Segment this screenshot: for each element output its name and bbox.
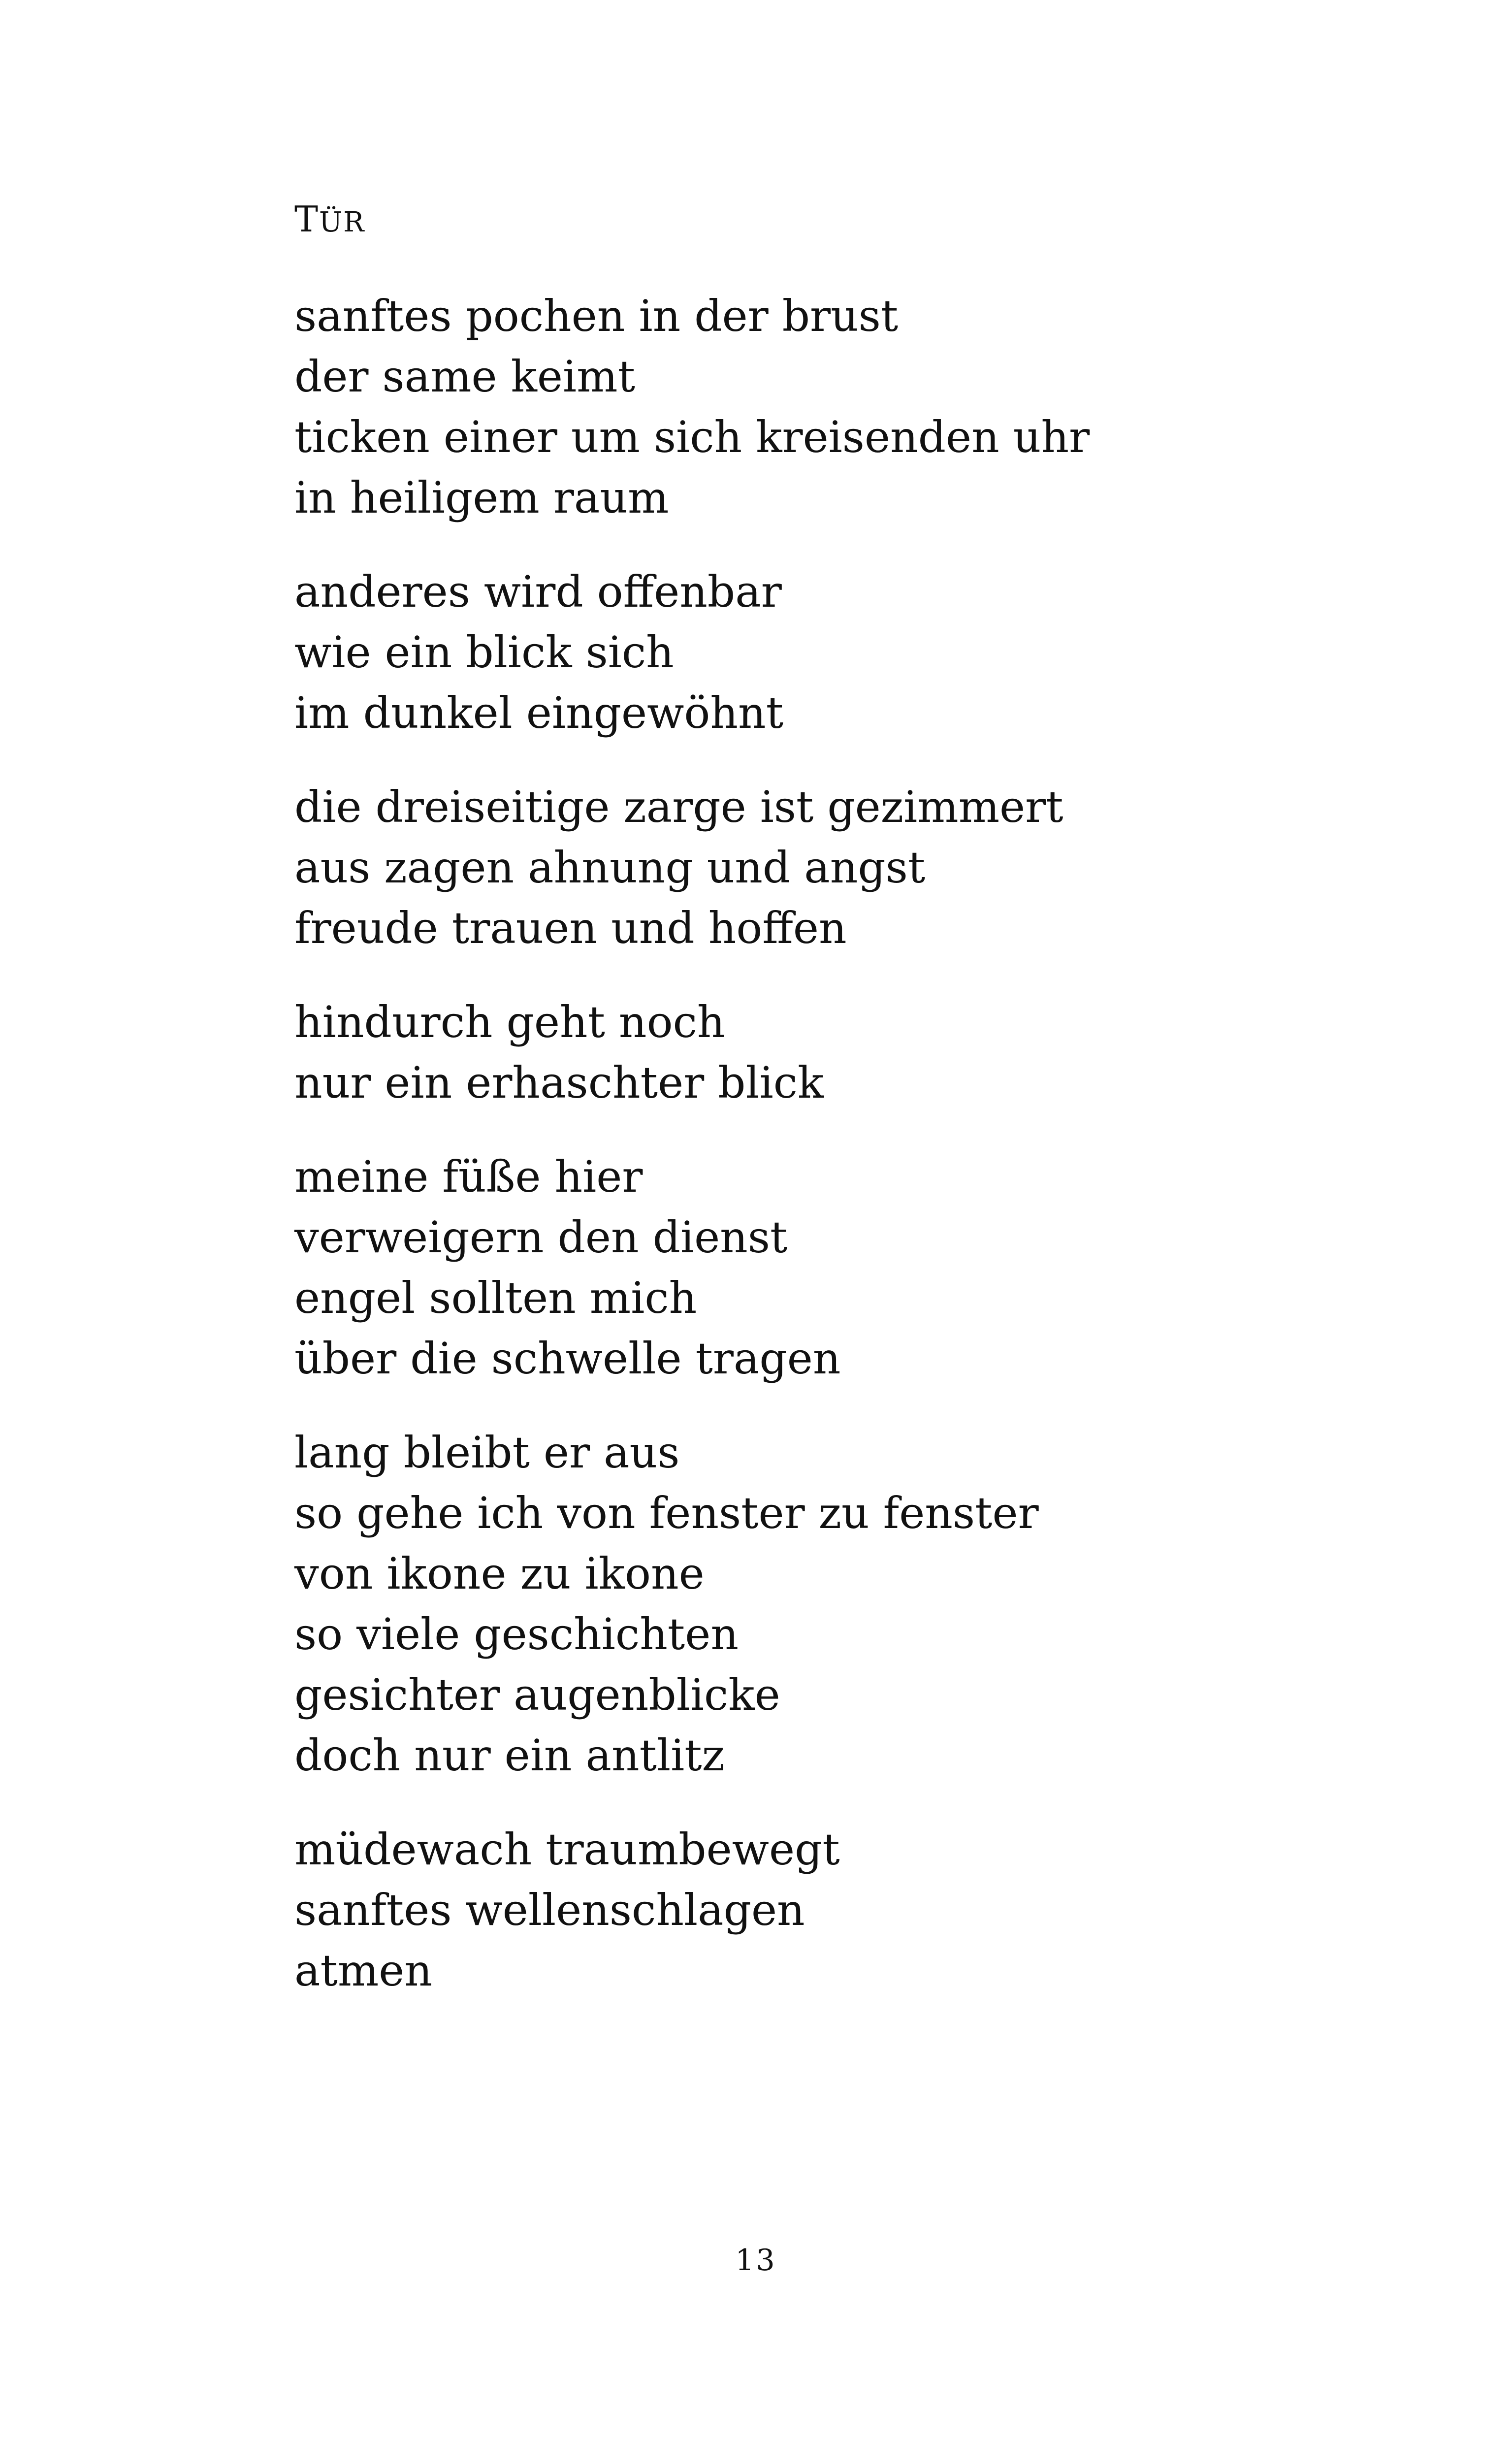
stanza: [294, 1819, 1378, 2001]
poem-line: in heiligem raum: [294, 472, 669, 523]
stanza: [294, 777, 1378, 958]
stanza: [294, 992, 1378, 1113]
poem-line: atmen: [294, 1945, 433, 1996]
poem-line: lang bleibt er aus: [294, 1427, 680, 1478]
page-number: 13: [735, 2243, 777, 2278]
poem-line: nur ein erhaschter blick: [294, 1057, 824, 1108]
poem-title-rest: ÜR: [319, 206, 365, 238]
poem-line: doch nur ein antlitz: [294, 1730, 725, 1781]
poem-line: engel sollten mich: [294, 1272, 697, 1323]
stanza: [294, 286, 1378, 528]
poem-line: aus zagen ahnung und angst: [294, 842, 926, 893]
poem-line: so gehe ich von fenster zu fenster: [294, 1488, 1039, 1538]
poem-line: wie ein blick sich: [294, 627, 674, 678]
stanza: [294, 1422, 1378, 1786]
poem-line: sanftes wellenschlagen: [294, 1885, 805, 1935]
poem-line: so viele geschichten: [294, 1609, 739, 1660]
poem-line: anderes wird offenbar: [294, 566, 782, 617]
poem-title-initial: T: [294, 198, 320, 240]
poem-line: die dreiseitige zarge ist gezimmert: [294, 782, 1063, 832]
poem-line: ticken einer um sich kreisenden uhr: [294, 412, 1090, 462]
poem-line: hindurch geht noch: [294, 997, 725, 1047]
poem-line: freude trauen und hoffen: [294, 903, 847, 953]
poem-line: meine füße hier: [294, 1151, 643, 1202]
poem-line: von ikone zu ikone: [294, 1548, 705, 1599]
poem-body: [294, 286, 1378, 2034]
stanza: [294, 561, 1378, 743]
poem-line: gesichter augenblicke: [294, 1669, 780, 1720]
poem-line: im dunkel eingewöhnt: [294, 687, 784, 738]
stanza: [294, 1146, 1378, 1389]
poem-line: der same keimt: [294, 351, 635, 402]
poem-line: über die schwelle tragen: [294, 1333, 841, 1384]
poem-line: müdewach traumbewegt: [294, 1824, 840, 1875]
poem-line: verweigern den dienst: [294, 1212, 788, 1263]
poem-title: [294, 197, 365, 245]
poem-line: sanftes pochen in der brust: [294, 291, 899, 341]
